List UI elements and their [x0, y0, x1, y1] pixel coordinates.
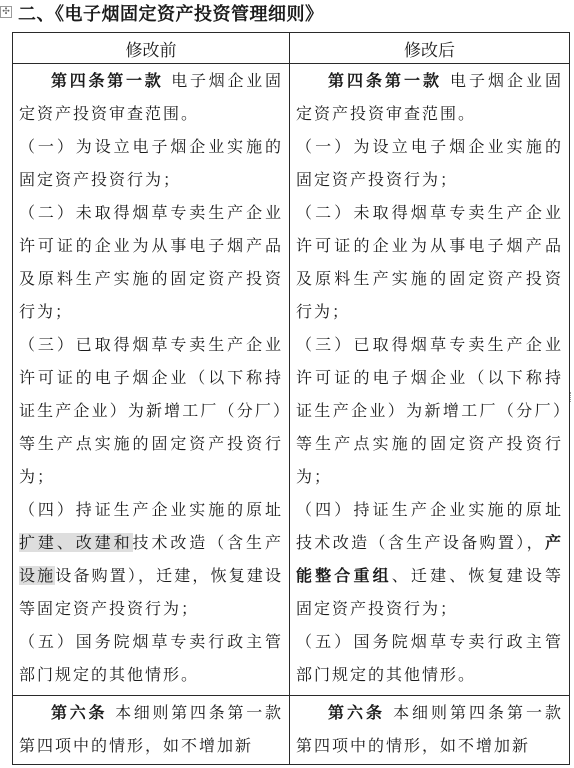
before-art4-heading: 第四条第一款 — [51, 71, 164, 90]
after-art4-intro — [296, 64, 563, 130]
after-item4 — [296, 493, 563, 625]
after-item5: （五）国务院烟草专卖行政主管部门规定的其他情形。 — [296, 632, 563, 684]
after-item4-part-b: 、迁建、恢复建设等固定资产投资行为； — [296, 566, 563, 618]
before-item4-part-c: 设备购置），迁建，恢复建设等固定资产投资行为； — [19, 566, 283, 618]
after-item4-bold: 产能整合重组 — [296, 533, 563, 585]
before-item4-part-a: （四）持证生产企业实施的原址 — [19, 500, 283, 519]
before-item4 — [19, 493, 283, 625]
cell-before-article4 — [13, 64, 290, 696]
cell-after-article6 — [290, 696, 570, 765]
comparison-table — [12, 32, 570, 765]
before-art4-intro-text: 电子烟企业固定资产投资审查范围。 — [19, 71, 283, 123]
after-art6 — [296, 696, 563, 760]
section-title: 二、《电子烟固定资产投资管理细则》 — [18, 4, 324, 25]
before-art4-intro — [19, 64, 283, 130]
cell-after-article4 — [290, 64, 570, 696]
table-row-article4 — [13, 64, 570, 696]
header-before: 修改前 — [13, 33, 290, 64]
after-art6-heading: 第六条 — [328, 703, 385, 722]
after-item4-part-a: （四）持证生产企业实施的原址技术改造（含生产设备购置）， — [296, 500, 563, 552]
after-art4-heading: 第四条第一款 — [328, 71, 442, 90]
after-art6-text: 本细则第四条第一款第四项中的情形，如不增加新 — [296, 703, 563, 755]
after-item2: （二）未取得烟草专卖生产企业许可证的企业为从事电子烟产品及原料生产实施的固定资产投资行为； — [296, 203, 563, 321]
before-item4-part-b: 技术改造（含生产 — [132, 533, 283, 552]
before-art6-heading: 第六条 — [51, 703, 108, 722]
cell-before-article6 — [13, 696, 290, 765]
margin-marker — [570, 392, 572, 402]
after-art4-intro-text: 电子烟企业固定资产投资审查范围。 — [296, 71, 563, 123]
table-move-handle-icon[interactable]: ✣ — [0, 6, 12, 18]
before-art6-text: 本细则第四条第一款第四项中的情形，如不增加新 — [19, 703, 283, 755]
table-header-row — [13, 33, 570, 64]
before-item4-highlight-2: 设施 — [19, 566, 56, 585]
after-item1: （一）为设立电子烟企业实施的固定资产投资行为； — [296, 137, 563, 189]
before-item2: （二）未取得烟草专卖生产企业许可证的企业为从事电子烟产品及原料生产实施的固定资产投资行为； — [19, 203, 283, 321]
table-row-article6 — [13, 696, 570, 765]
before-item3: （三）已取得烟草专卖生产企业许可证的电子烟企业（以下称持证生产企业）为新增工厂（分厂）等生产点实施的固定资产投资行为； — [19, 335, 283, 486]
before-item1: （一）为设立电子烟企业实施的固定资产投资行为； — [19, 137, 283, 189]
after-item3: （三）已取得烟草专卖生产企业许可证的电子烟企业（以下称持证生产企业）为新增工厂（分厂）等生产点实施的固定资产投资行为； — [296, 335, 563, 486]
before-art6 — [19, 696, 283, 760]
before-item5: （五）国务院烟草专卖行政主管部门规定的其他情形。 — [19, 632, 283, 684]
before-item4-highlight-1: 扩建、改建和 — [19, 533, 133, 552]
header-after: 修改后 — [290, 33, 570, 64]
